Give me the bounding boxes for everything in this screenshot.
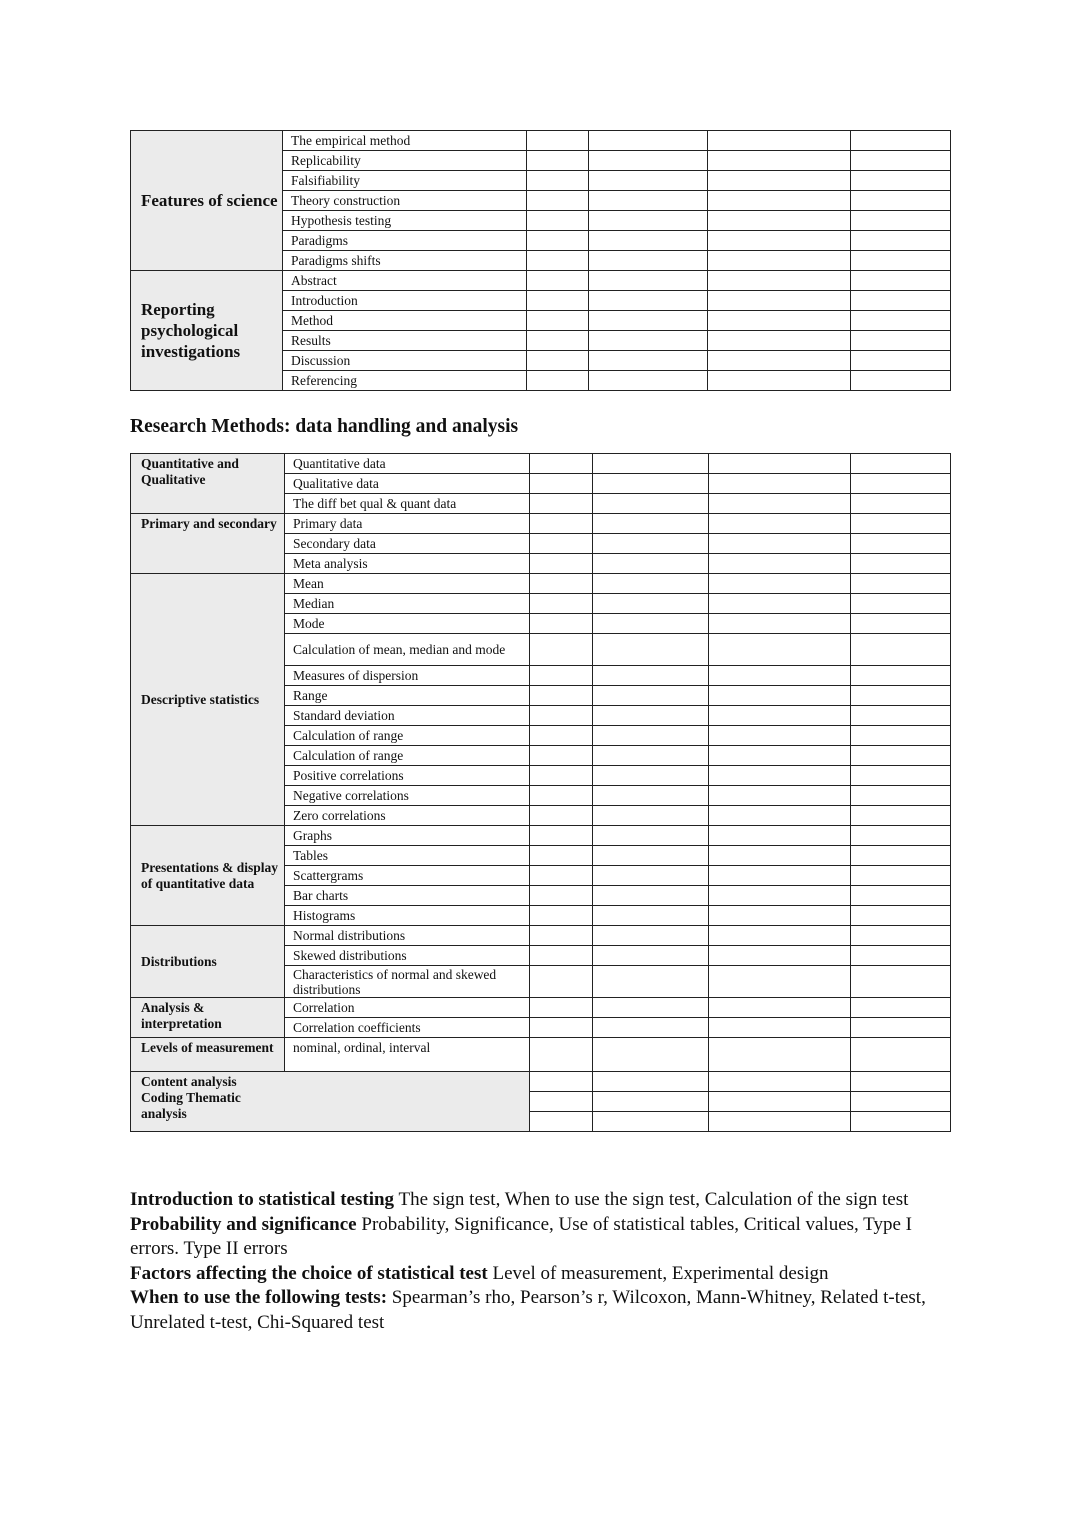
check-cell[interactable] [593, 454, 709, 474]
check-cell[interactable] [527, 211, 589, 231]
topic-cell: Graphs [285, 826, 530, 846]
topic-cell: The empirical method [283, 131, 527, 151]
topic-cell: Theory construction [283, 191, 527, 211]
check-cell[interactable] [709, 666, 851, 686]
check-cell[interactable] [530, 454, 593, 474]
topic-cell: Measures of dispersion [285, 666, 530, 686]
summary-line [130, 1188, 960, 1213]
check-cell[interactable] [530, 574, 593, 594]
merged-category-label: Content analysis Coding Thematic analysis [141, 1074, 241, 1121]
check-cell[interactable] [851, 766, 951, 786]
check-cell[interactable] [708, 231, 851, 251]
topic-cell: Qualitative data [285, 474, 530, 494]
category-cell: Distributions [131, 926, 285, 998]
check-cell[interactable] [530, 1112, 593, 1132]
check-cell[interactable] [851, 614, 951, 634]
topic-cell: Characteristics of normal and skewed distributions [285, 966, 530, 998]
check-cell[interactable] [530, 786, 593, 806]
check-cell[interactable] [851, 706, 951, 726]
check-cell[interactable] [593, 666, 709, 686]
check-cell[interactable] [851, 866, 951, 886]
check-cell[interactable] [527, 251, 589, 271]
check-cell[interactable] [851, 786, 951, 806]
table-row [131, 574, 951, 594]
check-cell[interactable] [851, 886, 951, 906]
check-cell[interactable] [530, 1072, 593, 1092]
check-cell[interactable] [851, 474, 951, 494]
check-cell[interactable] [709, 966, 851, 998]
check-cell[interactable] [851, 251, 951, 271]
check-cell[interactable] [593, 846, 709, 866]
check-cell[interactable] [527, 311, 589, 331]
check-cell[interactable] [851, 171, 951, 191]
summary-line [130, 1286, 960, 1335]
check-cell[interactable] [851, 231, 951, 251]
check-cell[interactable] [851, 846, 951, 866]
check-cell[interactable] [851, 371, 951, 391]
check-cell[interactable] [530, 666, 593, 686]
check-cell[interactable] [851, 534, 951, 554]
category-cell-merged [131, 1072, 530, 1132]
check-cell[interactable] [708, 211, 851, 231]
check-cell[interactable] [709, 686, 851, 706]
topic-cell: Scattergrams [285, 866, 530, 886]
topic-cell: Primary data [285, 514, 530, 534]
check-cell[interactable] [593, 614, 709, 634]
check-cell[interactable] [709, 998, 851, 1018]
topic-cell: Calculation of range [285, 746, 530, 766]
check-cell[interactable] [593, 746, 709, 766]
check-cell[interactable] [851, 826, 951, 846]
check-cell[interactable] [593, 766, 709, 786]
check-cell[interactable] [589, 191, 708, 211]
check-cell[interactable] [851, 746, 951, 766]
check-cell[interactable] [530, 766, 593, 786]
check-cell[interactable] [593, 686, 709, 706]
topic-cell: Tables [285, 846, 530, 866]
check-cell[interactable] [527, 291, 589, 311]
check-cell[interactable] [851, 1092, 951, 1112]
check-cell[interactable] [527, 271, 589, 291]
table-row [131, 454, 951, 474]
section-heading: Research Methods: data handling and analysis [130, 416, 519, 437]
check-cell[interactable] [851, 946, 951, 966]
check-cell[interactable] [709, 594, 851, 614]
check-cell[interactable] [593, 534, 709, 554]
check-cell[interactable] [527, 331, 589, 351]
check-cell[interactable] [851, 1018, 951, 1038]
check-cell[interactable] [851, 1072, 951, 1092]
summary-heading: Factors affecting the choice of statistical test [130, 1262, 488, 1284]
check-cell[interactable] [593, 786, 709, 806]
check-cell[interactable] [530, 846, 593, 866]
topic-cell: Zero correlations [285, 806, 530, 826]
check-cell[interactable] [709, 1038, 851, 1072]
topic-cell: Calculation of mean, median and mode [285, 634, 530, 666]
category-cell: Quantitative and Qualitative [131, 454, 285, 514]
topic-cell: Bar charts [285, 886, 530, 906]
check-cell[interactable] [593, 706, 709, 726]
topic-cell: Meta analysis [285, 554, 530, 574]
check-cell[interactable] [851, 191, 951, 211]
check-cell[interactable] [530, 474, 593, 494]
category-cell: Levels of measurement [131, 1038, 285, 1072]
table-row [131, 998, 951, 1018]
check-cell[interactable] [851, 806, 951, 826]
table-row [131, 826, 951, 846]
check-cell[interactable] [708, 191, 851, 211]
check-cell[interactable] [709, 926, 851, 946]
check-cell[interactable] [708, 271, 851, 291]
check-cell[interactable] [593, 886, 709, 906]
check-cell[interactable] [593, 1018, 709, 1038]
check-cell[interactable] [589, 291, 708, 311]
category-cell: Analysis & interpretation [131, 998, 285, 1038]
check-cell[interactable] [708, 331, 851, 351]
table-row [131, 514, 951, 534]
check-cell[interactable] [593, 806, 709, 826]
check-cell[interactable] [709, 786, 851, 806]
topic-cell: Paradigms shifts [283, 251, 527, 271]
summary-text: Probability, Significance, Use of statistical tables, Critical values, Type I errors. Type II errors [130, 1213, 912, 1260]
topic-cell: Quantitative data [285, 454, 530, 474]
summary-heading: Introduction to statistical testing [130, 1189, 395, 1210]
check-cell[interactable] [709, 806, 851, 826]
check-cell[interactable] [589, 251, 708, 271]
check-cell[interactable] [593, 594, 709, 614]
check-cell[interactable] [527, 191, 589, 211]
check-cell[interactable] [709, 514, 851, 534]
topic-cell: Hypothesis testing [283, 211, 527, 231]
check-cell[interactable] [593, 1092, 709, 1112]
check-cell[interactable] [709, 1092, 851, 1112]
category-cell: Reporting psychological investigations [131, 271, 283, 391]
check-cell[interactable] [527, 371, 589, 391]
table-row [131, 271, 951, 291]
topic-cell: Discussion [283, 351, 527, 371]
topic-cell: nominal, ordinal, interval [285, 1038, 530, 1072]
check-cell[interactable] [530, 926, 593, 946]
topics-table-science [130, 130, 951, 391]
check-cell[interactable] [708, 291, 851, 311]
check-cell[interactable] [851, 291, 951, 311]
check-cell[interactable] [593, 1112, 709, 1132]
check-cell[interactable] [530, 634, 593, 666]
check-cell[interactable] [530, 946, 593, 966]
check-cell[interactable] [708, 171, 851, 191]
check-cell[interactable] [709, 614, 851, 634]
topic-cell: Replicability [283, 151, 527, 171]
check-cell[interactable] [530, 686, 593, 706]
summary-heading: When to use the following tests: [130, 1287, 388, 1309]
topic-cell: Correlation [285, 998, 530, 1018]
check-cell[interactable] [593, 494, 709, 514]
check-cell[interactable] [593, 946, 709, 966]
check-cell[interactable] [589, 171, 708, 191]
table-row [131, 131, 951, 151]
check-cell[interactable] [530, 866, 593, 886]
topics-table-data-handling [130, 453, 951, 1132]
check-cell[interactable] [530, 966, 593, 998]
check-cell[interactable] [851, 906, 951, 926]
check-cell[interactable] [530, 826, 593, 846]
check-cell[interactable] [593, 1072, 709, 1092]
check-cell[interactable] [589, 371, 708, 391]
check-cell[interactable] [530, 746, 593, 766]
check-cell[interactable] [851, 686, 951, 706]
check-cell[interactable] [589, 231, 708, 251]
summary-heading: Probability and significance [130, 1213, 357, 1235]
check-cell[interactable] [709, 766, 851, 786]
topic-cell: Standard deviation [285, 706, 530, 726]
check-cell[interactable] [593, 474, 709, 494]
check-cell[interactable] [851, 331, 951, 351]
check-cell[interactable] [851, 726, 951, 746]
check-cell[interactable] [851, 998, 951, 1018]
topic-cell: Positive correlations [285, 766, 530, 786]
summary-text: Level of measurement, Experimental design [487, 1262, 829, 1284]
check-cell[interactable] [530, 706, 593, 726]
topic-cell: Normal distributions [285, 926, 530, 946]
check-cell[interactable] [709, 494, 851, 514]
check-cell[interactable] [530, 906, 593, 926]
check-cell[interactable] [851, 514, 951, 534]
category-cell: Descriptive statistics [131, 574, 285, 826]
check-cell[interactable] [709, 634, 851, 666]
check-cell[interactable] [851, 151, 951, 171]
check-cell[interactable] [593, 906, 709, 926]
check-cell[interactable] [851, 594, 951, 614]
check-cell[interactable] [709, 886, 851, 906]
check-cell[interactable] [593, 998, 709, 1018]
check-cell[interactable] [709, 906, 851, 926]
check-cell[interactable] [851, 666, 951, 686]
topic-cell: Method [283, 311, 527, 331]
check-cell[interactable] [708, 311, 851, 331]
check-cell[interactable] [593, 826, 709, 846]
check-cell[interactable] [709, 474, 851, 494]
check-cell[interactable] [589, 311, 708, 331]
check-cell[interactable] [709, 1072, 851, 1092]
check-cell[interactable] [851, 966, 951, 998]
summary-text: The sign test, When to use the sign test, Calculation of the sign test [394, 1189, 909, 1210]
check-cell[interactable] [530, 534, 593, 554]
check-cell[interactable] [589, 351, 708, 371]
check-cell[interactable] [527, 351, 589, 371]
check-cell[interactable] [709, 454, 851, 474]
check-cell[interactable] [530, 1092, 593, 1112]
check-cell[interactable] [851, 494, 951, 514]
check-cell[interactable] [708, 151, 851, 171]
check-cell[interactable] [593, 726, 709, 746]
check-cell[interactable] [851, 1112, 951, 1132]
category-cell: Primary and secondary [131, 514, 285, 574]
check-cell[interactable] [709, 574, 851, 594]
check-cell[interactable] [709, 534, 851, 554]
check-cell[interactable] [593, 574, 709, 594]
check-cell[interactable] [589, 211, 708, 231]
check-cell[interactable] [527, 171, 589, 191]
topic-cell: Mean [285, 574, 530, 594]
topic-cell: Secondary data [285, 534, 530, 554]
check-cell[interactable] [851, 351, 951, 371]
topic-cell: Results [283, 331, 527, 351]
check-cell[interactable] [589, 131, 708, 151]
topic-cell: Mode [285, 614, 530, 634]
topic-summary [130, 1188, 960, 1336]
check-cell[interactable] [530, 594, 593, 614]
check-cell[interactable] [709, 706, 851, 726]
check-cell[interactable] [851, 926, 951, 946]
check-cell[interactable] [593, 926, 709, 946]
summary-line [130, 1262, 960, 1287]
check-cell[interactable] [851, 574, 951, 594]
check-cell[interactable] [709, 846, 851, 866]
check-cell[interactable] [589, 331, 708, 351]
table-row [131, 1072, 951, 1092]
check-cell[interactable] [589, 271, 708, 291]
check-cell[interactable] [708, 131, 851, 151]
check-cell[interactable] [593, 866, 709, 886]
check-cell[interactable] [709, 826, 851, 846]
topic-cell: The diff bet qual & quant data [285, 494, 530, 514]
category-cell: Features of science [131, 131, 283, 271]
table-row [131, 1038, 951, 1072]
category-cell: Presentations & display of quantitative data [131, 826, 285, 926]
topic-cell: Falsifiability [283, 171, 527, 191]
check-cell[interactable] [530, 1038, 593, 1072]
check-cell[interactable] [593, 514, 709, 534]
topic-cell: Range [285, 686, 530, 706]
check-cell[interactable] [530, 806, 593, 826]
check-cell[interactable] [530, 886, 593, 906]
topic-cell: Correlation coefficients [285, 1018, 530, 1038]
topic-cell: Paradigms [283, 231, 527, 251]
check-cell[interactable] [593, 1038, 709, 1072]
check-cell[interactable] [851, 554, 951, 574]
check-cell[interactable] [851, 311, 951, 331]
check-cell[interactable] [527, 231, 589, 251]
check-cell[interactable] [589, 151, 708, 171]
check-cell[interactable] [851, 1038, 951, 1072]
check-cell[interactable] [709, 1018, 851, 1038]
check-cell[interactable] [709, 946, 851, 966]
check-cell[interactable] [851, 271, 951, 291]
check-cell[interactable] [593, 554, 709, 574]
table-row [131, 926, 951, 946]
topic-cell: Median [285, 594, 530, 614]
check-cell[interactable] [527, 151, 589, 171]
check-cell[interactable] [530, 514, 593, 534]
check-cell[interactable] [851, 634, 951, 666]
check-cell[interactable] [709, 726, 851, 746]
check-cell[interactable] [708, 371, 851, 391]
check-cell[interactable] [708, 351, 851, 371]
check-cell[interactable] [530, 1018, 593, 1038]
check-cell[interactable] [851, 211, 951, 231]
check-cell[interactable] [851, 454, 951, 474]
check-cell[interactable] [851, 131, 951, 151]
check-cell[interactable] [593, 634, 709, 666]
topic-cell: Histograms [285, 906, 530, 926]
topic-cell: Referencing [283, 371, 527, 391]
topic-cell: Skewed distributions [285, 946, 530, 966]
topic-cell: Abstract [283, 271, 527, 291]
check-cell[interactable] [530, 726, 593, 746]
check-cell[interactable] [530, 554, 593, 574]
summary-line [130, 1213, 960, 1262]
check-cell[interactable] [530, 494, 593, 514]
check-cell[interactable] [530, 998, 593, 1018]
topic-cell: Negative correlations [285, 786, 530, 806]
summary-text: Spearman’s rho, Pearson’s r, Wilcoxon, Mann-Whitney, Related t-test, Unrelated t-test, Chi-Squared test [130, 1287, 926, 1333]
check-cell[interactable] [593, 966, 709, 998]
check-cell[interactable] [709, 554, 851, 574]
check-cell[interactable] [709, 866, 851, 886]
check-cell[interactable] [527, 131, 589, 151]
check-cell[interactable] [530, 614, 593, 634]
check-cell[interactable] [709, 746, 851, 766]
topic-cell: Introduction [283, 291, 527, 311]
check-cell[interactable] [709, 1112, 851, 1132]
topic-cell: Calculation of range [285, 726, 530, 746]
check-cell[interactable] [708, 251, 851, 271]
